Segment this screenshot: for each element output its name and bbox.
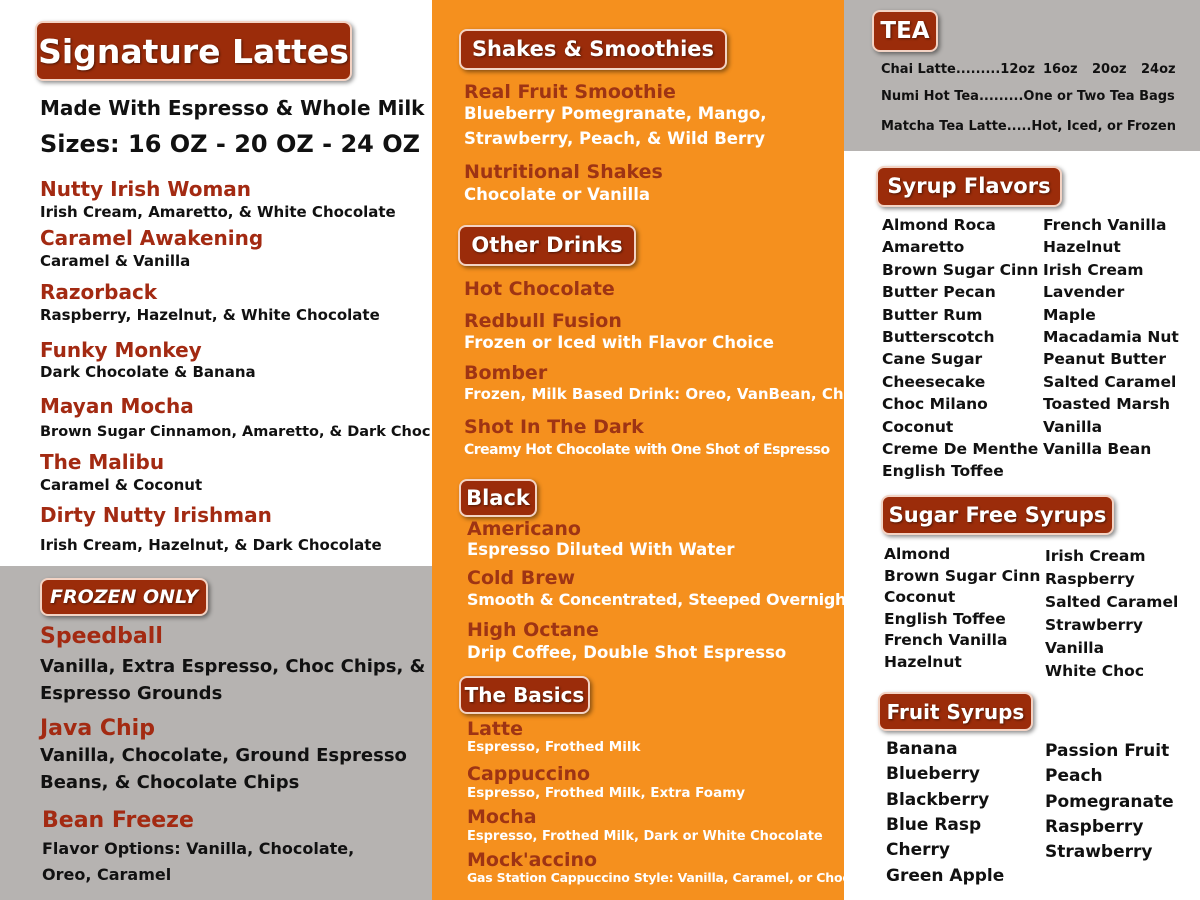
basics-name: Latte [467,718,523,740]
latte-name: Nutty Irish Woman [40,177,252,201]
black-name: Americano [467,518,581,540]
latte-name: Mayan Mocha [40,394,194,418]
basics-desc: Espresso, Frothed Milk [467,739,641,755]
latte-desc: Irish Cream, Amaretto, & White Chocolate [40,203,396,221]
black-desc: Smooth & Concentrated, Steeped Overnight [467,590,854,609]
latte-desc: Caramel & Vanilla [40,252,191,270]
other-desc: Frozen, Milk Based Drink: Oreo, VanBean, Choc [464,385,863,403]
frozen-desc: Espresso Grounds [40,683,223,704]
frozen-desc: Vanilla, Chocolate, Ground Espresso [40,745,407,766]
flavor-item: Almond [884,545,951,563]
latte-desc: Irish Cream, Hazelnut, & Dark Chocolate [40,536,382,554]
flavor-item: Banana [886,739,958,759]
syrup-flavors-title: Syrup Flavors [876,166,1062,207]
basics-title: The Basics [459,676,590,714]
flavor-item: Strawberry [1045,616,1143,634]
other-name: Shot In The Dark [464,416,644,438]
latte-name: The Malibu [40,450,165,474]
black-name: High Octane [467,619,599,641]
flavor-item: Salted Caramel [1045,593,1179,611]
tea-chai-size: 20oz [1092,62,1127,77]
frozen-name: Java Chip [40,716,155,741]
tea-chai-size: 24oz [1141,62,1176,77]
flavor-item: English Toffee [884,609,1006,628]
flavor-item: Butter Pecan [882,283,996,302]
frozen-desc: Flavor Options: Vanilla, Chocolate, [42,839,355,858]
shakes-desc: Chocolate or Vanilla [464,185,650,204]
flavor-item: Brown Sugar Cinn [884,566,1041,585]
flavor-item: Blackberry [886,789,990,810]
basics-desc: Espresso, Frothed Milk, Extra Foamy [467,785,746,801]
frozen-name: Bean Freeze [42,808,194,833]
sugar-free-title: Sugar Free Syrups [881,495,1114,535]
signature-sizes: Sizes: 16 OZ - 20 OZ - 24 OZ [40,130,421,158]
other-desc: Frozen or Iced with Flavor Choice [464,333,774,352]
flavor-item: French Vanilla [884,631,1008,650]
other-name: Redbull Fusion [464,310,622,332]
tea-title: TEA [872,10,938,52]
flavor-item: Pomegranate [1045,791,1174,812]
latte-desc: Caramel & Coconut [40,476,203,494]
other-desc: Creamy Hot Chocolate with One Shot of Espresso [464,442,830,458]
other-drinks-title: Other Drinks [458,225,636,266]
flavor-item: Irish Cream [1043,260,1144,279]
flavor-item: Almond Roca [882,216,996,234]
flavor-item: Maple [1043,305,1096,324]
flavor-item: Blue Rasp [886,814,982,835]
flavor-item: Creme De Menthe [882,440,1039,458]
flavor-item: Cane Sugar [882,350,983,369]
latte-desc: Dark Chocolate & Banana [40,363,256,381]
flavor-item: Salted Caramel [1043,372,1177,391]
tea-chai-size: 16oz [1043,62,1078,77]
frozen-title: FROZEN ONLY [40,578,208,616]
signature-title: Signature Lattes [35,21,352,81]
black-name: Cold Brew [467,567,576,589]
other-name: Bomber [464,362,548,384]
latte-name: Funky Monkey [40,338,202,362]
basics-name: Mock'accino [467,849,598,871]
latte-desc: Raspberry, Hazelnut, & White Chocolate [40,306,380,324]
flavor-item: Cherry [886,840,950,861]
tea-chai: Chai Latte.........12oz [881,62,1035,77]
flavor-item: Blueberry [886,764,980,785]
frozen-name: Speedball [40,624,163,649]
smoothie-name: Real Fruit Smoothie [464,81,676,103]
frozen-desc: Vanilla, Extra Espresso, Choc Chips, & [40,656,426,677]
flavor-item: Choc Milano [882,395,988,414]
flavor-item: Macadamia Nut [1043,328,1179,346]
flavor-item: Amaretto [882,238,965,257]
flavor-item: Hazelnut [1043,238,1121,257]
flavor-item: Passion Fruit [1045,741,1170,761]
flavor-item: Toasted Marsh [1043,395,1171,414]
flavor-item: Peach [1045,766,1103,787]
flavor-item: Strawberry [1045,842,1153,863]
flavor-item: Hazelnut [884,653,962,671]
flavor-item: Butter Rum [882,305,983,324]
flavor-item: Butterscotch [882,328,995,346]
latte-desc: Brown Sugar Cinnamon, Amaretto, & Dark Choc [40,424,431,440]
fruit-syrups-title: Fruit Syrups [878,692,1033,731]
basics-desc: Espresso, Frothed Milk, Dark or White Chocolate [467,829,823,844]
shakes-name: Nutritional Shakes [464,161,663,183]
flavor-item: Coconut [882,417,954,436]
black-title: Black [459,479,537,517]
latte-name: Dirty Nutty Irishman [40,503,272,527]
black-desc: Drip Coffee, Double Shot Espresso [467,643,787,662]
flavor-item: English Toffee [882,462,1004,481]
flavor-item: Raspberry [1045,816,1144,837]
black-desc: Espresso Diluted With Water [467,540,735,559]
flavor-item: Brown Sugar Cinn [882,260,1039,279]
flavor-item: Vanilla [1045,639,1105,657]
flavor-item: Irish Cream [1045,547,1146,565]
latte-name: Caramel Awakening [40,226,264,250]
flavor-item: Lavender [1043,283,1125,302]
smoothie-desc: Blueberry Pomegranate, Mango, [464,104,767,123]
frozen-desc: Oreo, Caramel [42,865,172,884]
flavor-item: Vanilla Bean [1043,440,1152,458]
flavor-item: Cheesecake [882,372,986,391]
flavor-item: Raspberry [1045,570,1135,588]
flavor-item: Peanut Butter [1043,350,1167,369]
tea-numi: Numi Hot Tea.........One or Two Tea Bags [881,89,1175,104]
basics-desc: Gas Station Cappuccino Style: Vanilla, Caramel, or Choc [467,870,850,885]
smoothie-desc: Strawberry, Peach, & Wild Berry [464,129,766,148]
flavor-item: White Choc [1045,662,1145,680]
latte-name: Razorback [40,280,158,304]
flavor-item: Green Apple [886,865,1005,886]
tea-matcha: Matcha Tea Latte.....Hot, Iced, or Frozen [881,119,1176,134]
basics-name: Cappuccino [467,763,591,785]
flavor-item: French Vanilla [1043,216,1167,234]
signature-subtitle: Made With Espresso & Whole Milk [40,96,425,120]
other-name: Hot Chocolate [464,278,615,300]
flavor-item: Coconut [884,588,956,607]
frozen-desc: Beans, & Chocolate Chips [40,772,300,793]
flavor-item: Vanilla [1043,417,1103,436]
basics-name: Mocha [467,806,537,828]
shakes-title: Shakes & Smoothies [459,29,727,70]
